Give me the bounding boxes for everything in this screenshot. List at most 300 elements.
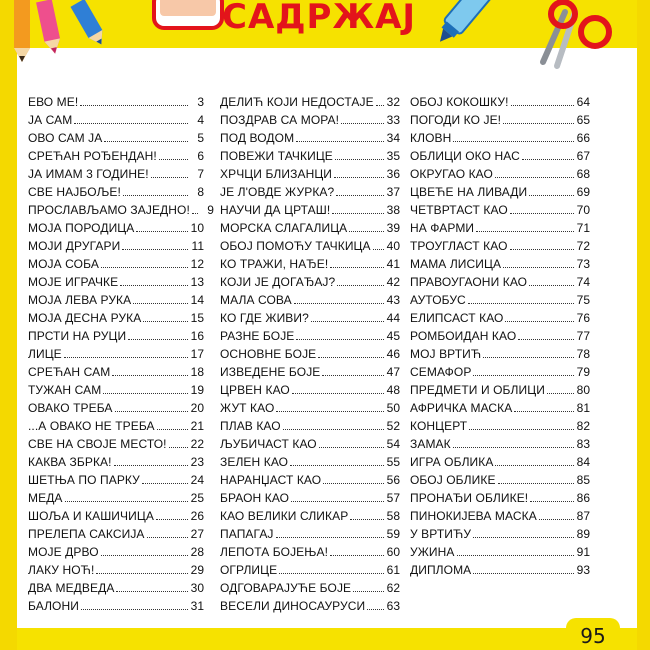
toc-entry-page: 66 (576, 131, 590, 145)
toc-entry (28, 343, 204, 361)
toc-entry-title: СРЕЋАН САМ (28, 365, 111, 379)
toc-entry-page: 77 (576, 329, 590, 343)
toc-entry-title: БРАОН КАО (220, 491, 290, 505)
toc-entry (220, 523, 400, 541)
toc-entry-page: 85 (576, 473, 590, 487)
toc-entry-page: 93 (576, 563, 590, 577)
toc-entry-title: ОДГОВАРАЈУЋЕ БОЈЕ (220, 581, 352, 595)
toc-entry-title: АФРИЧКА МАСКА (410, 401, 513, 415)
toc-entry (28, 451, 204, 469)
toc-entry (410, 163, 590, 181)
toc-entry-title: ЛИЦЕ (28, 347, 62, 361)
toc-entry-page: 81 (576, 401, 590, 415)
toc-entry-title: НАРАНЏАСТ КАО (220, 473, 322, 487)
toc-entry-title: ПАПАГАЈ (220, 527, 274, 541)
toc-dot-leader (476, 230, 574, 232)
toc-entry-page: 80 (576, 383, 590, 397)
toc-entry-page: 42 (386, 275, 400, 289)
toc-entry-page: 59 (386, 527, 400, 541)
toc-entry-title: МОЈА ЛЕВА РУКА (28, 293, 132, 307)
toc-entry-page: 35 (386, 149, 400, 163)
toc-entry-page: 7 (197, 167, 204, 181)
toc-entry-page: 91 (576, 545, 590, 559)
footer-band (17, 628, 637, 650)
toc-entry (28, 253, 204, 271)
toc-dot-leader (147, 536, 188, 538)
toc-dot-leader (80, 104, 188, 106)
toc-entry (220, 235, 400, 253)
toc-entry (220, 361, 400, 379)
toc-dot-leader (334, 176, 384, 178)
toc-entry (410, 559, 590, 577)
toc-entry-title: НАУЧИ ДА ЦРТАШ! (220, 203, 331, 217)
toc-entry-title: ЖУТ КАО (220, 401, 275, 415)
toc-dot-leader (101, 266, 188, 268)
toc-entry-title: ...А ОВАКО НЕ ТРЕБА (28, 419, 155, 433)
toc-entry (220, 559, 400, 577)
toc-entry (220, 415, 400, 433)
toc-entry-page: 38 (386, 203, 400, 217)
toc-dot-leader (367, 608, 384, 610)
toc-entry-page: 20 (190, 401, 204, 415)
toc-entry (220, 307, 400, 325)
toc-entry (220, 451, 400, 469)
toc-entry-title: МОЈ ВРТИЋ (410, 347, 482, 361)
toc-entry (410, 307, 590, 325)
toc-entry-page: 43 (386, 293, 400, 307)
toc-entry-title: ЛЕПОТА БОЈЕЊА! (220, 545, 329, 559)
toc-entry (28, 361, 204, 379)
toc-dot-leader (276, 410, 384, 412)
toc-entry (28, 577, 204, 595)
marker-illustration (420, 0, 520, 60)
toc-entry-page: 52 (386, 419, 400, 433)
toc-dot-leader (473, 374, 574, 376)
toc-entry (410, 523, 590, 541)
toc-dot-leader (323, 482, 384, 484)
toc-entry-title: ЕВО МЕ! (28, 95, 79, 109)
toc-entry-page: 14 (190, 293, 204, 307)
toc-dot-leader (495, 464, 574, 466)
crayon-blue-icon (70, 0, 108, 48)
toc-entry-page: 54 (386, 437, 400, 451)
toc-entry-title: ОБОЈ ОБЛИКЕ (410, 473, 496, 487)
toc-dot-leader (112, 374, 188, 376)
toc-entry-page: 4 (197, 113, 204, 127)
toc-column-2 (220, 91, 400, 613)
toc-entry (28, 523, 204, 541)
toc-dot-leader (104, 140, 188, 142)
toc-entry-page: 57 (386, 491, 400, 505)
toc-entry (410, 361, 590, 379)
toc-entry-page: 8 (197, 185, 204, 199)
toc-entry-page: 76 (576, 311, 590, 325)
scissors-illustration (535, 0, 625, 70)
toc-dot-leader (115, 410, 188, 412)
toc-dot-leader (318, 356, 384, 358)
toc-entry-page: 61 (386, 563, 400, 577)
toc-dot-leader (335, 158, 384, 160)
toc-entry (28, 163, 204, 181)
toc-entry-title: ПИНОКИЈЕВА МАСКА (410, 509, 537, 523)
toc-entry (220, 469, 400, 487)
toc-entry-title: МОЈИ ДРУГАРИ (28, 239, 121, 253)
toc-entry (220, 271, 400, 289)
toc-entry-page: 21 (190, 419, 204, 433)
toc-dot-leader (353, 590, 384, 592)
toc-entry (220, 253, 400, 271)
toc-entry-page: 56 (386, 473, 400, 487)
toc-entry-page: 73 (576, 257, 590, 271)
toc-dot-leader (65, 500, 188, 502)
toc-entry (410, 253, 590, 271)
toc-entry-title: ОБЛИЦИ ОКО НАС (410, 149, 520, 163)
toc-dot-leader (291, 500, 384, 502)
toc-entry-title: ЧЕТВРТАСТ КАО (410, 203, 508, 217)
toc-entry-title: КЛОВН (410, 131, 452, 145)
toc-dot-leader (510, 248, 575, 250)
toc-dot-leader (511, 104, 574, 106)
toc-entry-page: 3 (197, 95, 204, 109)
toc-entry-title: СВЕ НАЈБОЉЕ! (28, 185, 121, 199)
toc-dot-leader (276, 536, 384, 538)
toc-entry-page: 89 (576, 527, 590, 541)
toc-entry-title: ОВАКО ТРЕБА (28, 401, 113, 415)
toc-dot-leader (133, 302, 188, 304)
toc-entry-title: ПОЗДРАВ СА МОРА! (220, 113, 340, 127)
toc-entry-title: ПРЕЛЕПА САКСИЈА (28, 527, 145, 541)
toc-dot-leader (192, 212, 198, 214)
toc-entry-title: ИГРА ОБЛИКА (410, 455, 494, 469)
toc-entry-page: 72 (576, 239, 590, 253)
toc-entry (220, 505, 400, 523)
toc-entry-title: МОЈА СОБА (28, 257, 99, 271)
toc-entry-title: КО ТРАЖИ, НАЂЕ! (220, 257, 329, 271)
toc-entry-page: 32 (386, 95, 400, 109)
toc-entry-page: 12 (190, 257, 204, 271)
toc-entry-page: 65 (576, 113, 590, 127)
toc-entry-page: 6 (197, 149, 204, 163)
toc-entry-title: КАКВА ЗБРКА! (28, 455, 112, 469)
toc-dot-leader (503, 266, 574, 268)
toc-entry-page: 22 (190, 437, 204, 451)
toc-dot-leader (296, 140, 384, 142)
toc-dot-leader (529, 194, 574, 196)
eraser-illustration (150, 0, 230, 40)
toc-entry (28, 541, 204, 559)
toc-entry-title: ХРЧЦИ БЛИЗАНЦИ (220, 167, 333, 181)
toc-column-3 (410, 91, 590, 577)
toc-entry (220, 595, 400, 613)
toc-entry-title: ЦРВЕН КАО (220, 383, 290, 397)
toc-entry-page: 16 (190, 329, 204, 343)
toc-entry-title: МОРСКА СЛАГАЛИЦА (220, 221, 348, 235)
toc-dot-leader (510, 212, 574, 214)
toc-dot-leader (337, 284, 384, 286)
toc-entry-page: 82 (576, 419, 590, 433)
toc-entry-page: 33 (386, 113, 400, 127)
toc-entry-title: ПРЕДМЕТИ И ОБЛИЦИ (410, 383, 545, 397)
toc-entry (28, 325, 204, 343)
toc-entry-title: МЕДА (28, 491, 63, 505)
toc-dot-leader (539, 518, 574, 520)
toc-entry-page: 79 (576, 365, 590, 379)
toc-dot-leader (156, 518, 188, 520)
toc-entry (28, 217, 204, 235)
toc-entry-page: 26 (190, 509, 204, 523)
toc-entry-title: ПОВЕЖИ ТАЧКИЦЕ (220, 149, 333, 163)
toc-entry-title: ДЕЛИЋ КОЈИ НЕДОСТАЈЕ (220, 95, 374, 109)
toc-dot-leader (296, 338, 384, 340)
toc-entry (410, 325, 590, 343)
toc-entry (220, 577, 400, 595)
toc-entry-title: ЈА ИМАМ 3 ГОДИНЕ! (28, 167, 149, 181)
toc-entry-title: СВЕ НА СВОЈЕ МЕСТО! (28, 437, 167, 451)
toc-entry (410, 541, 590, 559)
toc-dot-leader (322, 374, 384, 376)
toc-entry (220, 325, 400, 343)
toc-entry (28, 235, 204, 253)
toc-entry (220, 163, 400, 181)
toc-entry (410, 469, 590, 487)
toc-entry-page: 37 (386, 185, 400, 199)
toc-dot-leader (529, 284, 574, 286)
toc-entry-title: СЕМАФОР (410, 365, 472, 379)
toc-entry-title: НА ФАРМИ (410, 221, 475, 235)
toc-dot-leader (64, 356, 188, 358)
toc-entry-title: МОЈЕ ИГРАЧКЕ (28, 275, 119, 289)
toc-dot-leader (122, 248, 188, 250)
toc-dot-leader (311, 320, 384, 322)
toc-entry-page: 47 (386, 365, 400, 379)
toc-entry (28, 271, 204, 289)
toc-entry-page: 23 (190, 455, 204, 469)
toc-entry (410, 343, 590, 361)
toc-entry-title: ЦВЕЋЕ НА ЛИВАДИ (410, 185, 528, 199)
toc-entry-page: 24 (190, 473, 204, 487)
toc-entry-page: 46 (386, 347, 400, 361)
toc-entry-page: 15 (190, 311, 204, 325)
toc-entry-page: 40 (386, 239, 400, 253)
toc-dot-leader (123, 194, 188, 196)
toc-entry (220, 181, 400, 199)
toc-entry-title: ЕЛИПСАСТ КАО (410, 311, 504, 325)
toc-entry-title: ОБОЈ ПОМОЋУ ТАЧКИЦА (220, 239, 371, 253)
toc-entry-title: ПРОСЛАВЉАМО ЗАЈЕДНО! (28, 203, 190, 217)
toc-dot-leader (151, 176, 188, 178)
toc-entry-page: 78 (576, 347, 590, 361)
toc-entry-title: ПРАВОУГАОНИ КАО (410, 275, 528, 289)
toc-entry-page: 58 (386, 509, 400, 523)
toc-entry-page: 17 (190, 347, 204, 361)
toc-entry (410, 505, 590, 523)
toc-entry-page: 69 (576, 185, 590, 199)
toc-entry-title: ЈА САМ (28, 113, 73, 127)
toc-dot-leader (292, 392, 384, 394)
toc-entry-page: 39 (386, 221, 400, 235)
toc-entry-page: 41 (386, 257, 400, 271)
toc-entry-page: 71 (576, 221, 590, 235)
toc-entry (410, 217, 590, 235)
toc-entry-page: 11 (191, 239, 204, 253)
toc-dot-leader (101, 554, 188, 556)
toc-dot-leader (336, 194, 384, 196)
toc-entry-title: РАЗНЕ БОЈЕ (220, 329, 295, 343)
toc-entry (28, 415, 204, 433)
toc-entry (220, 109, 400, 127)
toc-dot-leader (283, 428, 384, 430)
toc-entry-page: 64 (576, 95, 590, 109)
toc-dot-leader (495, 176, 574, 178)
toc-entry (28, 307, 204, 325)
toc-dot-leader (279, 572, 384, 574)
toc-entry-page: 55 (386, 455, 400, 469)
toc-entry-title: КОЈИ ЈЕ ДОГАЂАЈ? (220, 275, 336, 289)
toc-dot-leader (473, 572, 574, 574)
toc-entry-page: 67 (576, 149, 590, 163)
toc-entry-page: 63 (386, 599, 400, 613)
toc-entry-title: ОБОЈ КОКОШКУ! (410, 95, 509, 109)
toc-entry-title: ДВА МЕДВЕДА (28, 581, 115, 595)
toc-entry-title: МОЈА ДЕСНА РУКА (28, 311, 142, 325)
toc-dot-leader (453, 446, 574, 448)
toc-entry (28, 595, 204, 613)
toc-entry (410, 415, 590, 433)
toc-dot-leader (169, 446, 188, 448)
toc-entry (28, 379, 204, 397)
toc-dot-leader (473, 536, 574, 538)
toc-entry-page: 45 (386, 329, 400, 343)
toc-entry-page: 50 (386, 401, 400, 415)
toc-entry-title: ИЗВЕДЕНЕ БОЈЕ (220, 365, 321, 379)
toc-column-1 (28, 91, 214, 613)
toc-entry (410, 397, 590, 415)
toc-entry (410, 127, 590, 145)
toc-entry-title: МАМА ЛИСИЦА (410, 257, 502, 271)
toc-entry-title: ДИПЛОМА (410, 563, 472, 577)
toc-entry (220, 397, 400, 415)
toc-entry-title: У ВРТИЋУ (410, 527, 472, 541)
toc-dot-leader (157, 428, 188, 430)
toc-entry (220, 487, 400, 505)
toc-entry-page: 30 (190, 581, 204, 595)
toc-entry-page: 25 (190, 491, 204, 505)
toc-entry (28, 181, 204, 199)
toc-entry-page: 9 (207, 203, 214, 217)
toc-entry-title: ЉУБИЧАСТ КАО (220, 437, 317, 451)
toc-entry-title: ШОЉА И КАШИЧИЦА (28, 509, 154, 523)
toc-entry (410, 181, 590, 199)
toc-entry (410, 271, 590, 289)
toc-dot-leader (376, 104, 384, 106)
toc-entry (410, 451, 590, 469)
toc-entry (410, 379, 590, 397)
toc-entry-title: ОГРЛИЦЕ (220, 563, 278, 577)
toc-entry (28, 289, 204, 307)
toc-dot-leader (341, 122, 384, 124)
toc-dot-leader (120, 284, 188, 286)
toc-entry (28, 469, 204, 487)
toc-entry (410, 145, 590, 163)
toc-entry-page: 5 (197, 131, 204, 145)
toc-dot-leader (103, 392, 188, 394)
toc-dot-leader (81, 608, 188, 610)
page-title: САДРЖАЈ (222, 0, 417, 37)
toc-dot-leader (518, 338, 574, 340)
toc-dot-leader (330, 554, 384, 556)
toc-entry-title: КАО ВЕЛИКИ СЛИКАР (220, 509, 349, 523)
toc-entry-title: КО ГДЕ ЖИВИ? (220, 311, 309, 325)
toc-entry-page: 44 (386, 311, 400, 325)
toc-entry (410, 433, 590, 451)
toc-entry (220, 289, 400, 307)
toc-entry-title: ЗАМАК (410, 437, 451, 451)
toc-entry-page: 19 (190, 383, 204, 397)
toc-entry (28, 127, 204, 145)
toc-entry-title: ЛАКУ НОЋ! (28, 563, 95, 577)
toc-dot-leader (332, 212, 384, 214)
toc-entry-page: 70 (576, 203, 590, 217)
toc-entry (28, 199, 214, 217)
page-number: 95 (580, 624, 606, 648)
toc-dot-leader (469, 428, 574, 430)
toc-entry-title: УЖИНА (410, 545, 455, 559)
toc-dot-leader (96, 572, 188, 574)
toc-entry (220, 541, 400, 559)
toc-entry (28, 397, 204, 415)
toc-entry-page: 10 (190, 221, 204, 235)
toc-entry (28, 505, 204, 523)
toc-entry-page: 83 (576, 437, 590, 451)
toc-entry-title: ПЛАВ КАО (220, 419, 281, 433)
toc-entry (410, 487, 590, 505)
toc-entry (220, 433, 400, 451)
toc-entry-page: 29 (190, 563, 204, 577)
toc-dot-leader (503, 122, 574, 124)
toc-entry-title: ПОД ВОДОМ (220, 131, 295, 145)
toc-entry (220, 127, 400, 145)
toc-dot-leader (319, 446, 384, 448)
toc-entry-title: МОЈА ПОРОДИЦА (28, 221, 135, 235)
crayon-orange-icon (14, 0, 30, 62)
toc-entry (410, 199, 590, 217)
toc-entry (220, 379, 400, 397)
toc-entry-title: ТРОУГЛАСТ КАО (410, 239, 508, 253)
toc-dot-leader (128, 338, 188, 340)
toc-entry-page: 27 (190, 527, 204, 541)
toc-entry-title: ЗЕЛЕН КАО (220, 455, 289, 469)
toc-entry-page: 36 (386, 167, 400, 181)
toc-dot-leader (294, 302, 384, 304)
toc-entry-page: 87 (576, 509, 590, 523)
crayon-pink-icon (36, 0, 63, 55)
toc-entry-title: МОЈЕ ДРВО (28, 545, 99, 559)
toc-entry-page: 48 (386, 383, 400, 397)
toc-dot-leader (330, 266, 384, 268)
toc-entry-page: 68 (576, 167, 590, 181)
toc-entry-title: ВЕСЕЛИ ДИНОСАУРУСИ (220, 599, 366, 613)
toc-entry-title: МАЛА СОВА (220, 293, 292, 307)
toc-dot-leader (498, 482, 574, 484)
toc-entry (410, 91, 590, 109)
toc-entry-title: ПОГОДИ КО ЈЕ! (410, 113, 502, 127)
toc-dot-leader (483, 356, 574, 358)
toc-dot-leader (290, 464, 384, 466)
toc-dot-leader (468, 302, 574, 304)
toc-dot-leader (349, 230, 384, 232)
toc-entry-title: РОМБОИДАН КАО (410, 329, 517, 343)
toc-entry-page: 74 (576, 275, 590, 289)
